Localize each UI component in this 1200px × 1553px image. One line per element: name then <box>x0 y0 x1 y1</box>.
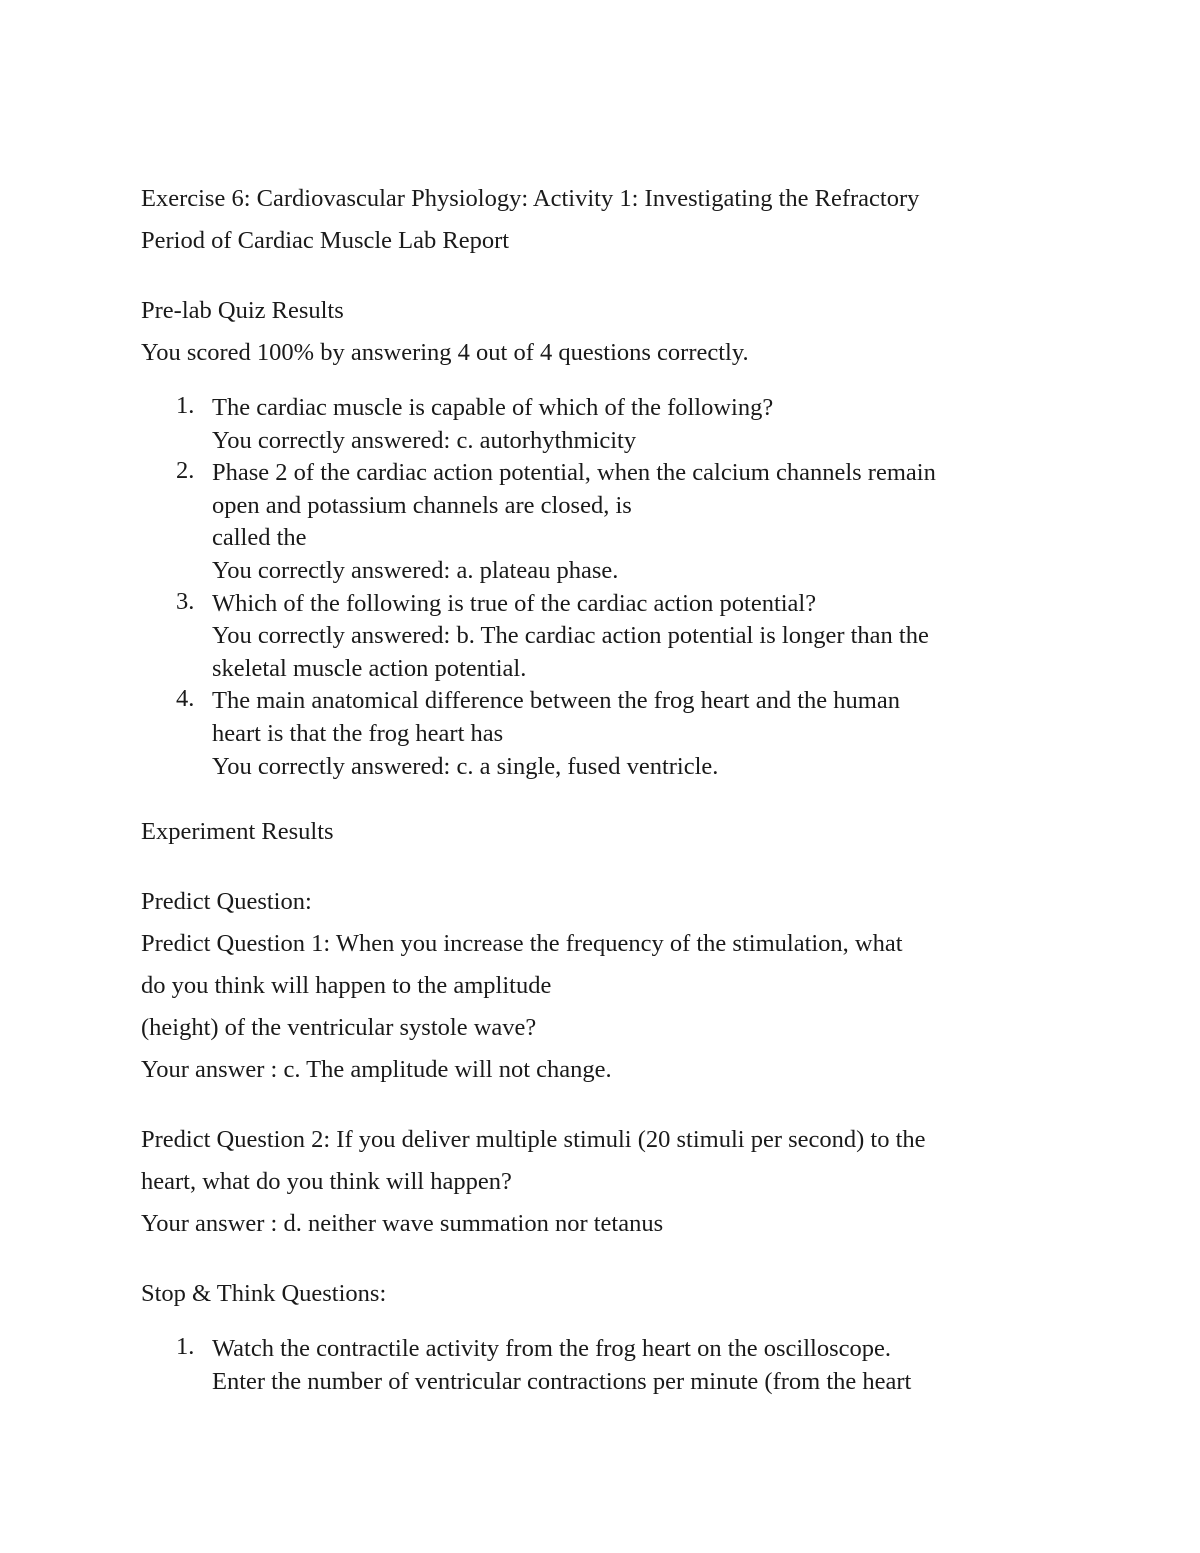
document-title-line-1: Exercise 6: Cardiovascular Physiology: Activity 1: Investigating the Refractory <box>141 185 920 212</box>
prelab-question <box>141 685 1061 783</box>
stop-think-question-list <box>141 1333 1061 1398</box>
predict-question-1-text: do you think will happen to the amplitude <box>141 972 552 1000</box>
question-text: Which of the following is true of the cardiac action potential? <box>212 589 817 617</box>
question-number: 1. <box>176 1333 195 1361</box>
question-text: Enter the number of ventricular contractions per minute (from the heart <box>212 1367 912 1395</box>
predict-question-2-text: heart, what do you think will happen? <box>141 1168 512 1196</box>
stop-think-question <box>141 1333 1061 1398</box>
question-number: 1. <box>176 392 195 419</box>
predict-question-1-text: Predict Question 1: When you increase the frequency of the stimulation, what <box>141 930 903 958</box>
stop-think-heading: Stop & Think Questions: <box>141 1280 387 1308</box>
prelab-question <box>141 392 1061 457</box>
prelab-heading: Pre-lab Quiz Results <box>141 297 344 324</box>
question-number: 4. <box>176 685 195 713</box>
predict-heading: Predict Question: <box>141 888 312 916</box>
prelab-question <box>141 457 1061 587</box>
predict-question-1-text: (height) of the ventricular systole wave? <box>141 1014 537 1042</box>
question-text: The cardiac muscle is capable of which of the following? <box>212 394 774 421</box>
question-answer: You correctly answered: c. a single, fused ventricle. <box>212 752 719 780</box>
question-text: heart is that the frog heart has <box>212 719 504 747</box>
question-answer: You correctly answered: a. plateau phase. <box>212 556 619 584</box>
question-answer: skeletal muscle action potential. <box>212 654 527 682</box>
predict-question-2-answer: Your answer : d. neither wave summation nor tetanus <box>141 1210 664 1238</box>
prelab-question-list <box>141 392 1061 783</box>
question-text: open and potassium channels are closed, is <box>212 491 632 519</box>
score-text: You scored 100% by answering 4 out of 4 questions correctly. <box>141 339 749 366</box>
question-text: called the <box>212 524 307 552</box>
predict-question-1-answer: Your answer : c. The amplitude will not change. <box>141 1056 612 1084</box>
question-number: 2. <box>176 457 195 485</box>
document-page <box>141 178 1061 1398</box>
question-number: 3. <box>176 587 195 615</box>
predict-question-2-text: Predict Question 2: If you deliver multiple stimuli (20 stimuli per second) to the <box>141 1126 926 1154</box>
question-text: The main anatomical difference between the frog heart and the human <box>212 687 900 715</box>
question-text: Watch the contractile activity from the frog heart on the oscilloscope. <box>212 1335 892 1363</box>
question-answer: You correctly answered: c. autorhythmicity <box>212 426 637 454</box>
prelab-question <box>141 588 1061 686</box>
document-title-line-2: Period of Cardiac Muscle Lab Report <box>141 227 510 254</box>
experiment-heading: Experiment Results <box>141 818 334 846</box>
question-answer: You correctly answered: b. The cardiac action potential is longer than the <box>212 622 929 650</box>
question-text: Phase 2 of the cardiac action potential, when the calcium channels remain <box>212 459 936 487</box>
